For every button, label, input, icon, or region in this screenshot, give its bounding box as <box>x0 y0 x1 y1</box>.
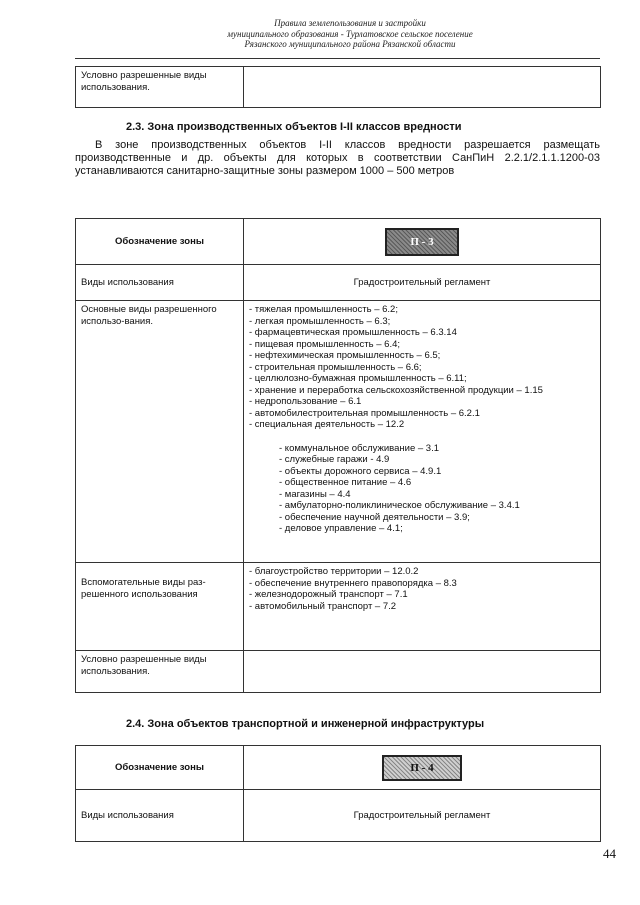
conditional-uses-value <box>244 651 601 693</box>
list-item: - недропользование – 6.1 <box>249 396 362 407</box>
auxiliary-uses-list <box>249 566 595 612</box>
list-item: - обеспечение внутреннего правопорядка – 8.3 <box>249 577 457 589</box>
list-item: - амбулаторно-поликлиническое обслуживание – 3.4.1 <box>279 500 520 511</box>
top-table <box>75 66 601 108</box>
main-uses-list <box>249 304 595 431</box>
regulation-label: Градостроительный регламент <box>244 790 601 842</box>
list-item: - хранение и переработка сельскохозяйственной продукции – 1.15 <box>249 384 543 396</box>
list-item: - магазины – 4.4 <box>279 488 351 500</box>
list-item: - объекты дорожного сервиса – 4.9.1 <box>279 465 442 477</box>
list-item: - пищевая промышленность – 6.4; <box>249 338 401 350</box>
list-item: - обеспечение научной деятельности – 3.9; <box>279 511 470 523</box>
list-item: - строительная промышленность – 6.6; <box>249 361 422 373</box>
list-item: - служебные гаражи - 4.9 <box>279 454 390 465</box>
page-number: 44 <box>603 846 616 861</box>
list-item: - коммунальное обслуживание – 3.1 <box>279 442 440 454</box>
auxiliary-uses-label: Вспомогательные виды раз-решенного использования <box>81 577 206 600</box>
list-item: - благоустройство территории – 12.0.2 <box>249 566 419 577</box>
zone-code-badge: П - 4 <box>382 755 462 781</box>
list-item: - деловое управление – 4.1; <box>279 523 403 534</box>
zone-code-badge: П - 3 <box>385 228 459 256</box>
usage-label: Виды использования <box>76 790 244 842</box>
list-item: - тяжелая промышленность – 6.2; <box>249 304 398 315</box>
section-2-3-paragraph: В зоне производственных объектов I-II классов вредности разрешается размещать производственные и др. объекты для которых в соответствии СанПиН 2.2.1/2.1.1.1200-03 устанавливаются санитарно-защитные зоны размером 1000 – 500 метров <box>75 139 600 177</box>
main-uses-sublist <box>249 443 595 535</box>
page-header <box>150 18 550 50</box>
list-item: - специальная деятельность – 12.2 <box>249 419 405 430</box>
zone-label: Обозначение зоны <box>76 746 244 790</box>
header-line-2: муниципального образования - Турлатовское сельское поселение <box>227 28 473 39</box>
main-uses-cell <box>244 301 601 563</box>
list-item: - фармацевтическая промышленность – 6.3.14 <box>249 327 457 338</box>
zone-p4-table <box>75 745 601 842</box>
zone-p3-table <box>75 218 601 693</box>
list-item: - нефтехимическая промышленность – 6.5; <box>249 350 441 361</box>
list-item: - железнодорожный транспорт – 7.1 <box>249 589 408 600</box>
header-line-3: Рязанского муниципального района Рязанской области <box>244 39 456 49</box>
usage-label: Виды использования <box>76 265 244 301</box>
list-item: - автомобилестроительная промышленность – 6.2.1 <box>249 407 480 419</box>
main-uses-label: Основные виды разрешенного использо-вания. <box>76 301 244 563</box>
top-conditional-label: Условно разрешенные виды использования. <box>76 67 244 108</box>
list-item: - легкая промышленность – 6.3; <box>249 315 391 327</box>
section-2-3-title: 2.3. Зона производственных объектов I-II классов вредности <box>126 121 462 133</box>
conditional-uses-label: Условно разрешенные виды использования. <box>76 651 244 693</box>
list-item: - автомобильный транспорт – 7.2 <box>249 600 397 612</box>
regulation-label: Градостроительный регламент <box>244 265 601 301</box>
list-item: - целлюлозно-бумажная промышленность – 6.11; <box>249 373 467 384</box>
header-rule <box>75 58 600 59</box>
auxiliary-uses-cell <box>244 563 601 651</box>
section-2-4-title: 2.4. Зона объектов транспортной и инженерной инфраструктуры <box>126 718 485 730</box>
zone-label: Обозначение зоны <box>76 219 244 265</box>
list-item: - общественное питание – 4.6 <box>279 477 412 488</box>
header-line-1: Правила землепользования и застройки <box>274 18 426 28</box>
top-conditional-value <box>244 67 601 108</box>
